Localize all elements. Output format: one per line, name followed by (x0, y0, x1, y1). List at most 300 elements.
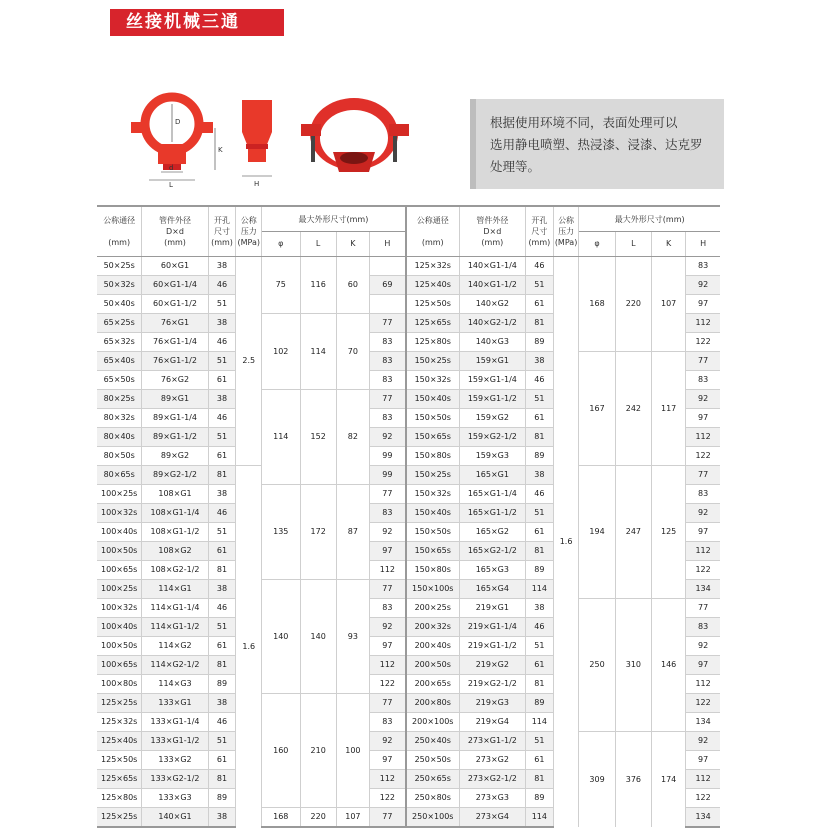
page-title: 丝接机械三通 (110, 9, 284, 36)
cell-pipe: 89×G1-1/2 (142, 428, 208, 447)
cell-h: 112 (686, 770, 720, 789)
cell-nominal: 250×80s (406, 789, 459, 808)
cell-pipe: 108×G2-1/2 (142, 561, 208, 580)
cell-nominal: 65×40s (97, 352, 142, 371)
cell-nominal: 150×65s (406, 542, 459, 561)
cell-nominal: 80×32s (97, 409, 142, 428)
cell-nominal: 100×40s (97, 523, 142, 542)
cell-pipe: 219×G1 (459, 599, 525, 618)
cell-pipe: 159×G1-1/2 (459, 390, 525, 409)
cell-hole: 38 (208, 257, 236, 276)
table-row (97, 732, 720, 751)
cell-hole: 51 (208, 523, 236, 542)
cell-pipe: 60×G1-1/2 (142, 295, 208, 314)
cell-pipe: 140×G1-1/2 (459, 276, 525, 295)
cell-hole: 114 (525, 713, 553, 732)
cell-h: 83 (686, 371, 720, 390)
col-press: 公称 压力 (MPa) (553, 206, 579, 257)
cell-nominal: 100×65s (97, 561, 142, 580)
col-hole: 开孔 尺寸 (mm) (525, 206, 553, 257)
cell-h: 83 (686, 257, 720, 276)
cell-hole: 38 (208, 694, 236, 713)
cell-phi: 75 (262, 257, 300, 314)
cell-hole: 81 (525, 770, 553, 789)
cell-nominal: 100×50s (97, 637, 142, 656)
cell-pipe: 165×G2 (459, 523, 525, 542)
cell-pipe: 159×G1-1/4 (459, 371, 525, 390)
cell-hole: 38 (208, 580, 236, 599)
cell-h: 97 (369, 637, 405, 656)
col-l: L (615, 232, 651, 257)
cell-nominal: 250×50s (406, 751, 459, 770)
cell-hole: 61 (525, 656, 553, 675)
cell-pipe: 159×G1 (459, 352, 525, 371)
cell-h: 112 (686, 542, 720, 561)
cell-k: 146 (652, 599, 686, 732)
cell-l: 152 (300, 390, 336, 485)
cell-pressure: 2.5 (236, 257, 262, 466)
cell-pipe: 140×G3 (459, 333, 525, 352)
cell-pipe: 114×G2 (142, 637, 208, 656)
cell-hole: 46 (208, 276, 236, 295)
cell-nominal: 125×25s (97, 694, 142, 713)
cell-h: 83 (369, 409, 405, 428)
cell-h: 112 (686, 314, 720, 333)
cell-hole: 46 (525, 371, 553, 390)
cell-nominal: 200×80s (406, 694, 459, 713)
cell-pipe: 219×G1-1/2 (459, 637, 525, 656)
cell-hole: 46 (208, 333, 236, 352)
label-d-lower: d (169, 164, 174, 172)
cell-pipe: 219×G3 (459, 694, 525, 713)
cell-hole: 51 (208, 352, 236, 371)
cell-hole: 51 (525, 504, 553, 523)
cell-hole: 81 (208, 561, 236, 580)
cell-k: 107 (652, 257, 686, 352)
cell-nominal: 150×50s (406, 523, 459, 542)
cell-h: 99 (369, 447, 405, 466)
cell-h: 77 (369, 314, 405, 333)
cell-pipe: 133×G1-1/4 (142, 713, 208, 732)
product-photo (297, 92, 415, 190)
cell-nominal: 50×25s (97, 257, 142, 276)
cell-nominal: 65×50s (97, 371, 142, 390)
cell-nominal: 150×80s (406, 561, 459, 580)
header-row (97, 206, 720, 232)
side-body (242, 100, 272, 162)
cell-hole: 51 (208, 295, 236, 314)
cell-pipe: 114×G3 (142, 675, 208, 694)
cell-phi: 135 (262, 485, 300, 580)
col-pipe: 管件外径 D×d (mm) (142, 206, 208, 257)
col-nominal: 公称通径 (mm) (97, 206, 142, 257)
cell-hole: 89 (525, 333, 553, 352)
photo-ear-right (389, 124, 409, 136)
surface-treatment-note (470, 99, 724, 189)
cell-pipe: 89×G1 (142, 390, 208, 409)
cell-nominal: 200×50s (406, 656, 459, 675)
cell-k: 100 (336, 694, 369, 808)
cell-pipe: 219×G4 (459, 713, 525, 732)
cell-nominal: 150×25s (406, 352, 459, 371)
cell-nominal: 200×100s (406, 713, 459, 732)
cell-nominal: 65×32s (97, 333, 142, 352)
cell-pipe: 140×G1-1/4 (459, 257, 525, 276)
cell-h: 83 (686, 485, 720, 504)
cell-pipe: 89×G2-1/2 (142, 466, 208, 485)
cell-h: 92 (369, 523, 405, 542)
cell-nominal: 200×65s (406, 675, 459, 694)
cell-nominal: 150×80s (406, 447, 459, 466)
cell-nominal: 100×25s (97, 485, 142, 504)
cell-l: 140 (300, 580, 336, 694)
cell-l: 210 (300, 694, 336, 808)
cell-hole: 38 (525, 352, 553, 371)
cell-nominal: 125×80s (97, 789, 142, 808)
cell-nominal: 125×80s (406, 333, 459, 352)
cell-nominal: 250×65s (406, 770, 459, 789)
cell-hole: 81 (525, 314, 553, 333)
cell-phi: 168 (262, 808, 300, 828)
cell-k: 93 (336, 580, 369, 694)
cell-pipe: 140×G2 (459, 295, 525, 314)
cell-nominal: 125×32s (406, 257, 459, 276)
cell-hole: 81 (525, 675, 553, 694)
cell-nominal: 100×32s (97, 504, 142, 523)
col-phi: φ (262, 232, 300, 257)
side-bolt (246, 144, 268, 149)
cell-nominal: 150×40s (406, 504, 459, 523)
cell-h: 97 (686, 751, 720, 770)
cell-l: 242 (615, 352, 651, 466)
cell-nominal: 80×40s (97, 428, 142, 447)
cell-h: 83 (369, 504, 405, 523)
note-line: 选用静电喷塑、热浸漆、浸漆、达克罗 (490, 137, 703, 152)
cell-h: 77 (686, 599, 720, 618)
cell-h: 92 (369, 618, 405, 637)
cell-hole: 51 (208, 618, 236, 637)
cell-pipe: 165×G1-1/2 (459, 504, 525, 523)
cell-h: 112 (369, 561, 405, 580)
cell-hole: 51 (525, 732, 553, 751)
cell-pipe: 108×G2 (142, 542, 208, 561)
cell-h: 92 (686, 732, 720, 751)
cell-pipe: 114×G1-1/2 (142, 618, 208, 637)
cell-hole: 61 (525, 751, 553, 770)
cell-h: 97 (686, 295, 720, 314)
col-nominal: 公称通径 (mm) (406, 206, 459, 257)
col-pipe: 管件外径 D×d (mm) (459, 206, 525, 257)
cell-hole: 81 (525, 542, 553, 561)
cell-h: 122 (369, 675, 405, 694)
cell-hole: 61 (208, 371, 236, 390)
cell-h: 77 (369, 580, 405, 599)
cell-h: 92 (369, 732, 405, 751)
clamp-ear-left (131, 122, 147, 133)
cell-l: 220 (615, 257, 651, 352)
cell-h: 92 (686, 504, 720, 523)
cell-pipe: 114×G1 (142, 580, 208, 599)
cell-pressure: 1.6 (553, 257, 579, 828)
col-k: K (336, 232, 369, 257)
cell-nominal: 80×50s (97, 447, 142, 466)
cell-nominal: 150×65s (406, 428, 459, 447)
cell-hole: 61 (525, 409, 553, 428)
cell-nominal: 150×40s (406, 390, 459, 409)
cell-hole: 114 (525, 580, 553, 599)
cell-nominal: 65×25s (97, 314, 142, 333)
cell-h: 112 (686, 675, 720, 694)
cell-h: 92 (369, 428, 405, 447)
photo-bolt-right (393, 136, 397, 162)
cell-nominal: 100×32s (97, 599, 142, 618)
cell-hole: 61 (525, 523, 553, 542)
cell-pipe: 165×G4 (459, 580, 525, 599)
cell-l: 220 (300, 808, 336, 828)
cell-nominal: 200×40s (406, 637, 459, 656)
cell-pipe: 140×G2-1/2 (459, 314, 525, 333)
cell-phi: 194 (579, 466, 615, 599)
cell-pipe: 60×G1 (142, 257, 208, 276)
cell-nominal: 125×25s (97, 808, 142, 828)
cell-pipe: 273×G2 (459, 751, 525, 770)
cell-h: 77 (369, 485, 405, 504)
cell-nominal: 150×50s (406, 409, 459, 428)
cell-phi: 250 (579, 599, 615, 732)
cell-h: 77 (369, 808, 405, 828)
cell-h: 83 (369, 352, 405, 371)
cell-pipe: 165×G3 (459, 561, 525, 580)
label-d-upper: D (175, 118, 181, 126)
cell-hole: 61 (208, 751, 236, 770)
clamp-ear-right (197, 122, 213, 133)
cell-pipe: 219×G2-1/2 (459, 675, 525, 694)
cell-pipe: 114×G1-1/4 (142, 599, 208, 618)
cell-h: 97 (369, 751, 405, 770)
cell-l: 310 (615, 599, 651, 732)
cell-pipe: 133×G3 (142, 789, 208, 808)
cell-pipe: 159×G2-1/2 (459, 428, 525, 447)
cell-hole: 89 (525, 694, 553, 713)
cell-pipe: 108×G1-1/4 (142, 504, 208, 523)
cell-h: 97 (686, 656, 720, 675)
cell-hole: 46 (525, 618, 553, 637)
cell-k: 60 (336, 257, 369, 314)
cell-hole: 81 (208, 656, 236, 675)
dimension-table (97, 205, 720, 828)
cell-l: 247 (615, 466, 651, 599)
cell-pipe: 159×G3 (459, 447, 525, 466)
cell-h: 112 (369, 656, 405, 675)
cell-pipe: 159×G2 (459, 409, 525, 428)
cell-hole: 51 (208, 732, 236, 751)
cell-pipe: 219×G1-1/4 (459, 618, 525, 637)
cell-pipe: 76×G1-1/4 (142, 333, 208, 352)
cell-phi: 168 (579, 257, 615, 352)
cell-pipe: 140×G1 (142, 808, 208, 828)
cell-k: 117 (652, 352, 686, 466)
cell-hole: 46 (525, 257, 553, 276)
cell-h: 83 (369, 371, 405, 390)
cell-nominal: 125×40s (406, 276, 459, 295)
cell-hole: 51 (208, 428, 236, 447)
cell-hole: 61 (208, 542, 236, 561)
cell-pipe: 76×G2 (142, 371, 208, 390)
cell-nominal: 50×40s (97, 295, 142, 314)
cell-nominal: 125×65s (97, 770, 142, 789)
cell-h: 99 (369, 466, 405, 485)
cell-phi: 167 (579, 352, 615, 466)
cell-hole: 46 (208, 504, 236, 523)
cell-hole: 51 (525, 390, 553, 409)
table-row (97, 599, 720, 618)
col-l: L (300, 232, 336, 257)
cell-phi: 102 (262, 314, 300, 390)
cell-pipe: 273×G4 (459, 808, 525, 828)
cell-pipe: 108×G1 (142, 485, 208, 504)
cell-hole: 46 (208, 713, 236, 732)
cell-phi: 140 (262, 580, 300, 694)
cell-h (369, 257, 405, 276)
cell-h: 134 (686, 713, 720, 732)
cell-h: 122 (686, 561, 720, 580)
cell-h: 83 (686, 618, 720, 637)
cell-nominal: 150×32s (406, 371, 459, 390)
cell-nominal: 125×40s (97, 732, 142, 751)
cell-pressure: 1.6 (236, 466, 262, 828)
photo-outlet-bore (340, 152, 368, 164)
cell-hole: 89 (208, 675, 236, 694)
cell-hole: 81 (208, 770, 236, 789)
col-press: 公称 压力 (MPa) (236, 206, 262, 257)
cell-h: 122 (686, 447, 720, 466)
cell-h: 69 (369, 276, 405, 295)
cell-h: 83 (369, 333, 405, 352)
cell-hole: 38 (208, 314, 236, 333)
cell-pipe: 133×G2 (142, 751, 208, 770)
cell-nominal: 125×50s (97, 751, 142, 770)
cell-pipe: 219×G2 (459, 656, 525, 675)
cell-nominal: 150×25s (406, 466, 459, 485)
label-k: K (218, 146, 223, 154)
cell-hole: 51 (525, 637, 553, 656)
cell-h: 77 (369, 390, 405, 409)
cell-pipe: 273×G3 (459, 789, 525, 808)
front-view-diagram (125, 92, 227, 187)
cell-nominal: 150×32s (406, 485, 459, 504)
col-k: K (652, 232, 686, 257)
cell-nominal: 125×32s (97, 713, 142, 732)
cell-k: 125 (652, 466, 686, 599)
cell-h: 134 (686, 808, 720, 828)
cell-hole: 46 (208, 599, 236, 618)
cell-nominal: 200×25s (406, 599, 459, 618)
cell-pipe: 273×G2-1/2 (459, 770, 525, 789)
cell-pipe: 165×G1 (459, 466, 525, 485)
cell-h: 77 (686, 466, 720, 485)
cell-h: 122 (369, 789, 405, 808)
cell-hole: 89 (525, 447, 553, 466)
cell-h: 122 (686, 789, 720, 808)
cell-h: 83 (369, 599, 405, 618)
note-line: 处理等。 (490, 159, 541, 174)
cell-pipe: 273×G1-1/2 (459, 732, 525, 751)
cell-h: 97 (686, 409, 720, 428)
cell-pipe: 165×G1-1/4 (459, 485, 525, 504)
cell-h: 77 (369, 694, 405, 713)
cell-phi: 309 (579, 732, 615, 828)
cell-h: 122 (686, 694, 720, 713)
cell-k: 70 (336, 314, 369, 390)
cell-pipe: 89×G1-1/4 (142, 409, 208, 428)
col-h: H (369, 232, 405, 257)
cell-hole: 89 (208, 789, 236, 808)
table-row (97, 466, 720, 485)
cell-k: 82 (336, 390, 369, 485)
cell-nominal: 250×40s (406, 732, 459, 751)
cell-nominal: 125×50s (406, 295, 459, 314)
cell-pipe: 133×G2-1/2 (142, 770, 208, 789)
cell-h: 112 (686, 428, 720, 447)
cell-hole: 38 (525, 599, 553, 618)
cell-k: 174 (652, 732, 686, 828)
cell-h: 83 (369, 713, 405, 732)
outlet-body (158, 144, 186, 164)
cell-nominal: 100×50s (97, 542, 142, 561)
cell-nominal: 100×80s (97, 675, 142, 694)
cell-hole: 51 (525, 276, 553, 295)
cell-l: 376 (615, 732, 651, 828)
table-row (97, 352, 720, 371)
cell-hole: 81 (525, 428, 553, 447)
cell-nominal: 125×65s (406, 314, 459, 333)
cell-k: 107 (336, 808, 369, 828)
cell-pipe: 60×G1-1/4 (142, 276, 208, 295)
cell-hole: 89 (525, 561, 553, 580)
cell-pipe: 165×G2-1/2 (459, 542, 525, 561)
cell-l: 172 (300, 485, 336, 580)
cell-pipe: 89×G2 (142, 447, 208, 466)
cell-hole: 38 (208, 390, 236, 409)
side-view-diagram (232, 92, 282, 187)
cell-h: 92 (686, 390, 720, 409)
cell-pipe: 133×G1 (142, 694, 208, 713)
cell-nominal: 250×100s (406, 808, 459, 828)
cell-k: 87 (336, 485, 369, 580)
cell-pipe: 133×G1-1/2 (142, 732, 208, 751)
col-maxdim: 最大外形尺寸(mm) (262, 206, 406, 232)
cell-h: 97 (686, 523, 720, 542)
note-line: 根据使用环境不同，表面处理可以 (490, 115, 678, 130)
label-l: L (169, 181, 173, 187)
cell-nominal: 80×25s (97, 390, 142, 409)
cell-l: 116 (300, 257, 336, 314)
cell-phi: 160 (262, 694, 300, 808)
cell-h: 92 (686, 276, 720, 295)
cell-nominal: 50×32s (97, 276, 142, 295)
cell-hole: 38 (525, 466, 553, 485)
cell-nominal: 100×40s (97, 618, 142, 637)
cell-hole: 46 (208, 409, 236, 428)
col-hole: 开孔 尺寸 (mm) (208, 206, 236, 257)
cell-pipe: 114×G2-1/2 (142, 656, 208, 675)
cell-nominal: 200×32s (406, 618, 459, 637)
cell-hole: 61 (208, 637, 236, 656)
cell-hole: 81 (208, 466, 236, 485)
cell-nominal: 80×65s (97, 466, 142, 485)
cell-hole: 46 (525, 485, 553, 504)
cell-hole: 61 (525, 295, 553, 314)
